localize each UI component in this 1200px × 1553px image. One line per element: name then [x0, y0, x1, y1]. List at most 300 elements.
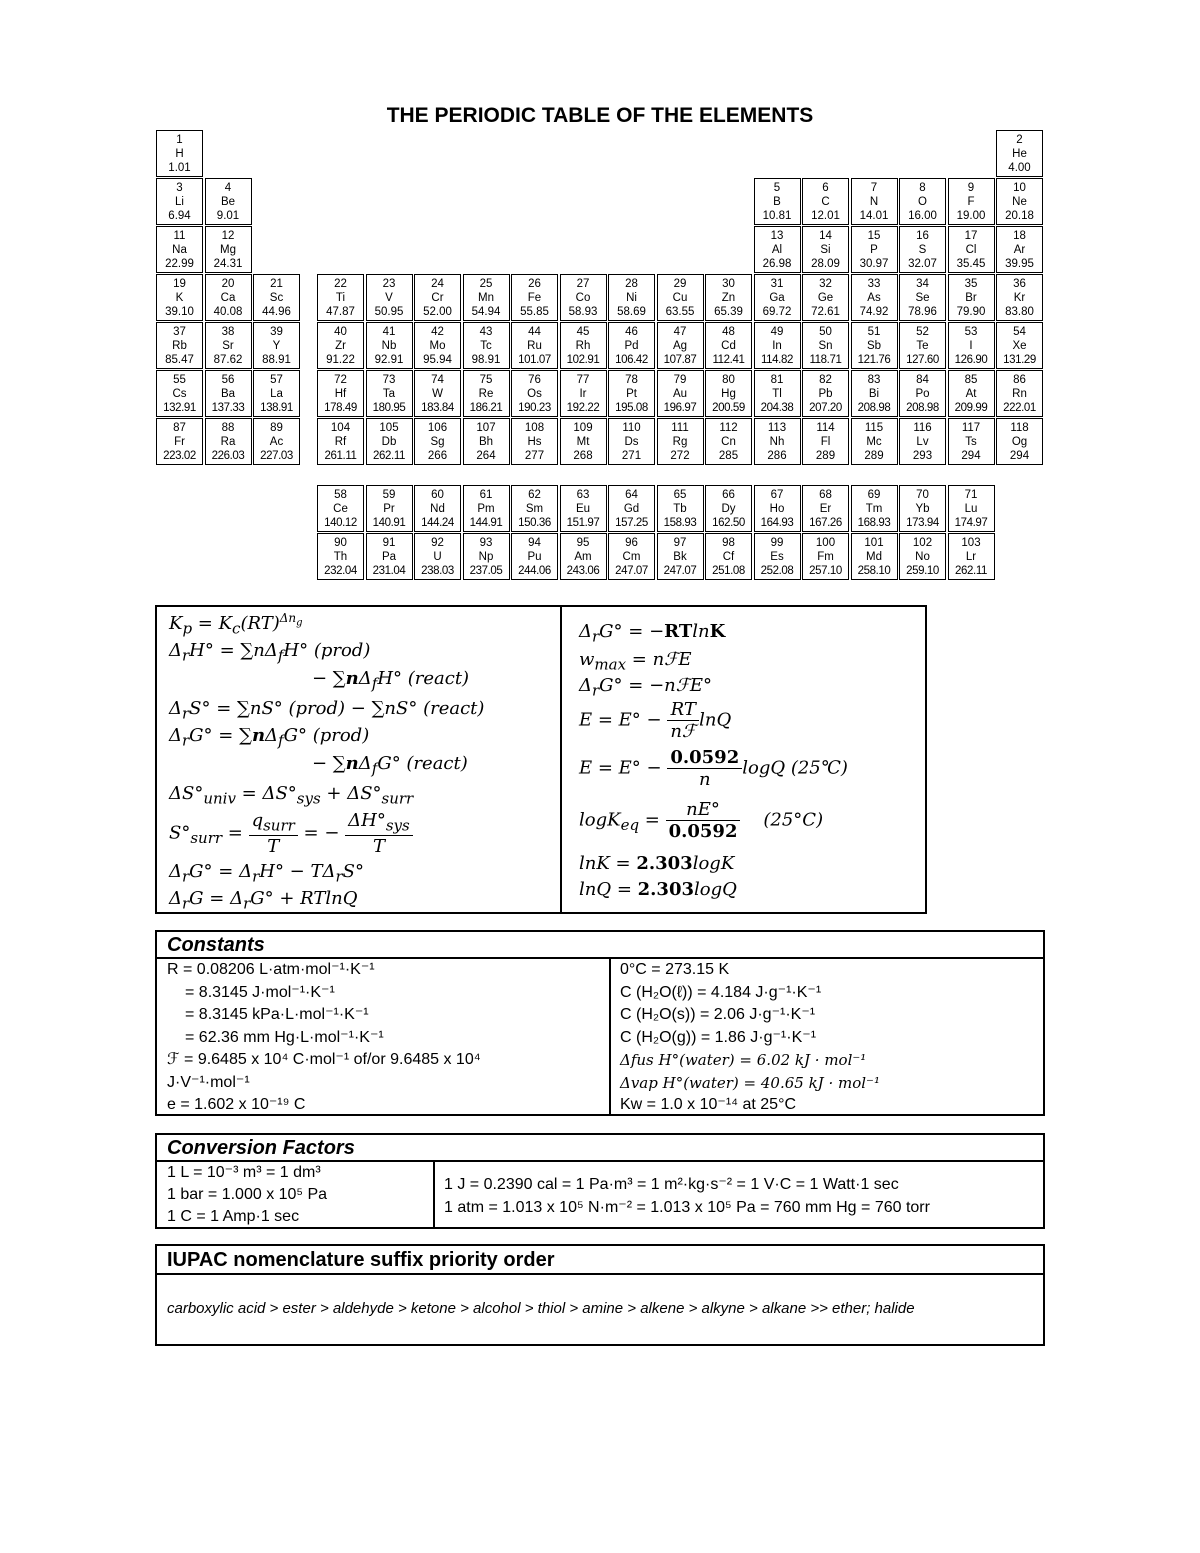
- atomic-number: 109: [573, 422, 593, 434]
- element-symbol: Ge: [817, 292, 834, 304]
- atomic-number: 118: [1010, 422, 1029, 434]
- element-symbol: Ta: [382, 388, 396, 400]
- atomic-mass: 186.21: [469, 402, 503, 414]
- element-symbol: K: [175, 292, 184, 304]
- atomic-mass: 98.91: [471, 354, 501, 366]
- atomic-mass: 150.36: [518, 517, 551, 529]
- element-cell-cr: [414, 274, 461, 321]
- atomic-number: 94: [528, 537, 541, 549]
- element-symbol: Pt: [626, 388, 637, 400]
- atomic-mass: 65.39: [714, 306, 743, 318]
- atomic-mass: 158.93: [663, 517, 697, 529]
- atomic-mass: 243.06: [566, 565, 600, 577]
- atomic-number: 88: [221, 422, 235, 434]
- conversion-line: 1 atm = 1.013 x 10⁵ N·m⁻² = 1.013 x 10⁵ Pa = 760 mm Hg = 760 torr: [444, 1199, 930, 1216]
- element-symbol: Cr: [431, 292, 444, 304]
- element-symbol: Pb: [818, 388, 833, 400]
- atomic-number: 65: [673, 489, 687, 501]
- atomic-number: 107: [476, 422, 496, 434]
- atomic-mass: 261.11: [324, 450, 357, 462]
- element-cell-n: [851, 178, 898, 225]
- element-cell-yb: [899, 485, 946, 532]
- iupac-header: IUPAC nomenclature suffix priority order: [157, 1246, 1043, 1275]
- atomic-mass: 174.97: [954, 517, 988, 529]
- element-symbol: Pr: [383, 503, 395, 515]
- element-cell-tb: [657, 485, 704, 532]
- atomic-mass: 294: [1009, 450, 1030, 462]
- atomic-number: 2: [1016, 134, 1023, 146]
- element-cell-mn: [463, 274, 510, 321]
- atomic-number: 23: [382, 278, 396, 290]
- element-symbol: C: [821, 196, 830, 208]
- atomic-number: 108: [524, 422, 545, 434]
- element-cell-b: [754, 178, 801, 225]
- atomic-mass: 126.90: [954, 354, 988, 366]
- atomic-number: 12: [221, 230, 235, 242]
- element-symbol: Bh: [478, 436, 494, 448]
- atomic-number: 116: [913, 422, 932, 434]
- element-cell-mo: [414, 322, 461, 369]
- atomic-number: 27: [576, 278, 590, 290]
- atomic-number: 49: [770, 326, 784, 338]
- atomic-mass: 262.11: [373, 450, 405, 462]
- element-cell-at: [948, 370, 995, 417]
- element-symbol: Pa: [381, 551, 397, 563]
- element-symbol: Nd: [430, 503, 445, 515]
- element-symbol: Xe: [1012, 340, 1027, 352]
- element-symbol: Fl: [820, 436, 831, 448]
- element-cell-np: [463, 533, 510, 580]
- conversion-line: 1 J = 0.2390 cal = 1 Pa·m³ = 1 m²·kg·s⁻² = 1 V·C = 1 Watt·1 sec: [444, 1176, 899, 1193]
- element-cell-xe: [996, 322, 1043, 369]
- atomic-mass: 238.03: [421, 565, 454, 577]
- atomic-mass: 207.20: [809, 402, 842, 414]
- element-symbol: I: [969, 340, 973, 352]
- atomic-mass: 144.91: [469, 517, 503, 529]
- element-symbol: Te: [916, 340, 929, 352]
- atomic-mass: 204.38: [760, 402, 794, 414]
- iupac-box: [155, 1244, 1045, 1346]
- element-symbol: Rb: [172, 340, 187, 352]
- atomic-mass: 272: [670, 450, 690, 462]
- atomic-mass: 92.91: [374, 354, 404, 366]
- atomic-number: 76: [528, 374, 541, 386]
- element-symbol: Bk: [673, 551, 687, 563]
- atomic-number: 85: [964, 374, 978, 386]
- atomic-number: 40: [334, 326, 347, 338]
- element-symbol: Lv: [916, 436, 929, 448]
- element-cell-ag: [657, 322, 704, 369]
- element-cell-rb: [156, 322, 203, 369]
- element-symbol: Rh: [575, 340, 591, 352]
- element-cell-sb: [851, 322, 898, 369]
- atomic-number: 9: [967, 182, 975, 194]
- equations-box: $K_p = K_c(RT)^{\Delta n_g}$ $\Delta_rH^\circ = \sum n\Delta_fH^\circ$ (prod) − $\sum n\Delta_fH^\circ$ (react) $\Delta_rS^\circ = \sum nS^\circ$ (prod) − ∑nS° (react) $\Delta_rG^\circ = \sum n\Delta_fG^\circ$ (prod) − $\sum n\Delta_fG^\circ$ (react) $\Delta S^\circ_{univ} = \Delta S^\circ_{sys} + \Delta S^\circ_{surr}$ $S^\circ_{surr}$ = $\frac{q_{surr}}{T}$ = − $\frac{\Delta H^\circ_{sys}}{T}$ $\Delta_rG^\circ = \Delta_rH^\circ - T\Delta_rS^\circ$ $\Delta_rG = \Delta_rG^\circ + RTlnQ$ $\Delta_rG^\circ = -RTlnK$ $w_{max}$ = nℱE $\Delta_rG^\circ$ = −nℱE° E = E° − $\frac{RT}{\text{nℱ}}$ lnQ E = E° − $\frac{0.0592}{n}$ logQ (25℃) logK$_{eq}$ = $\frac{nE^\circ}{0.0592}$ (25°C) lnK = 2.303logK lnQ = 2.303logQ: [155, 605, 927, 914]
- element-cell-w: [414, 370, 461, 417]
- element-cell-f: [948, 178, 995, 225]
- atomic-number: 106: [427, 422, 448, 434]
- element-cell-te: [899, 322, 946, 369]
- element-symbol: Mg: [220, 244, 236, 256]
- atomic-mass: 9.01: [216, 210, 240, 222]
- element-symbol: No: [915, 551, 930, 563]
- element-symbol: Cs: [172, 388, 187, 400]
- atomic-number: 33: [867, 278, 881, 290]
- element-symbol: Am: [574, 551, 592, 563]
- element-symbol: Fr: [174, 436, 185, 448]
- atomic-mass: 286: [767, 450, 787, 462]
- atomic-number: 15: [867, 230, 881, 242]
- element-symbol: N: [869, 196, 879, 208]
- atomic-mass: 237.05: [469, 565, 503, 577]
- element-symbol: Na: [172, 244, 187, 256]
- atomic-mass: 167.26: [809, 517, 842, 529]
- element-symbol: Mc: [866, 436, 882, 448]
- atomic-number: 98: [722, 537, 735, 549]
- atomic-mass: 39.95: [1005, 258, 1034, 270]
- element-cell-pb: [802, 370, 849, 417]
- conversion-line: 1 bar = 1.000 x 10⁵ Pa: [167, 1186, 328, 1203]
- atomic-number: 69: [867, 489, 881, 501]
- atomic-number: 72: [334, 374, 347, 386]
- element-cell-no: [899, 533, 946, 580]
- element-symbol: Co: [575, 292, 591, 304]
- atomic-number: 97: [673, 537, 687, 549]
- atomic-mass: 121.76: [857, 354, 891, 366]
- element-symbol: Ni: [626, 292, 637, 304]
- element-symbol: La: [270, 388, 283, 400]
- atomic-mass: 157.25: [615, 517, 648, 529]
- atomic-mass: 262.11: [955, 565, 987, 577]
- atomic-number: 53: [964, 326, 978, 338]
- atomic-mass: 127.60: [906, 354, 939, 366]
- atomic-number: 34: [916, 278, 929, 290]
- atomic-number: 78: [625, 374, 638, 386]
- element-symbol: Tm: [865, 503, 883, 515]
- conversion-header: Conversion Factors: [157, 1135, 1043, 1162]
- element-cell-rg: [657, 418, 704, 465]
- atomic-mass: 259.10: [906, 565, 939, 577]
- atomic-number: 21: [270, 278, 283, 290]
- constant-line: C (H₂O(s)) = 2.06 J·g⁻¹·K⁻¹: [620, 1006, 816, 1023]
- atomic-number: 105: [379, 422, 399, 434]
- element-cell-si: [802, 226, 849, 273]
- atomic-mass: 74.92: [859, 306, 889, 318]
- atomic-number: 111: [671, 422, 689, 434]
- atomic-mass: 132.91: [163, 402, 196, 414]
- element-cell-be: [205, 178, 252, 225]
- atomic-number: 17: [964, 230, 978, 242]
- element-cell-ho: [754, 485, 801, 532]
- element-symbol: Zr: [335, 340, 346, 352]
- atomic-number: 64: [625, 489, 638, 501]
- atomic-mass: 293: [912, 450, 933, 462]
- atomic-mass: 168.93: [857, 517, 891, 529]
- element-symbol: Br: [965, 292, 977, 304]
- atomic-number: 24: [431, 278, 444, 290]
- atomic-number: 74: [431, 374, 444, 386]
- atomic-number: 56: [221, 374, 235, 386]
- element-cell-c: [802, 178, 849, 225]
- element-cell-cf: [705, 533, 752, 580]
- atomic-number: 28: [625, 278, 638, 290]
- element-symbol: W: [432, 388, 443, 400]
- atomic-number: 113: [767, 422, 787, 434]
- element-cell-re: [463, 370, 510, 417]
- element-symbol: Zn: [721, 292, 736, 304]
- element-cell-ta: [366, 370, 413, 417]
- constants-left: [167, 959, 481, 1117]
- element-symbol: Ne: [1012, 196, 1027, 208]
- atomic-mass: 247.07: [663, 565, 697, 577]
- element-cell-zr: [317, 322, 364, 369]
- element-symbol: Ti: [335, 292, 346, 304]
- element-symbol: S: [918, 244, 927, 256]
- conversion-box: [155, 1133, 1045, 1229]
- element-cell-ti: [317, 274, 364, 321]
- atomic-mass: 52.00: [423, 306, 452, 318]
- atomic-mass: 114.82: [761, 354, 793, 366]
- atomic-number: 51: [867, 326, 881, 338]
- atomic-mass: 138.91: [260, 402, 293, 414]
- atomic-mass: 200.59: [712, 402, 745, 414]
- element-symbol: F: [967, 196, 975, 208]
- element-cell-mc: [851, 418, 898, 465]
- element-symbol: Ar: [1013, 244, 1026, 256]
- atomic-mass: 137.33: [211, 402, 245, 414]
- atomic-mass: 208.98: [857, 402, 891, 414]
- atomic-mass: 190.23: [518, 402, 551, 414]
- element-cell-o: [899, 178, 946, 225]
- element-symbol: Mo: [429, 340, 446, 352]
- atomic-number: 48: [722, 326, 735, 338]
- element-cell-v: [366, 274, 413, 321]
- atomic-mass: 173.94: [906, 517, 939, 529]
- conversion-line: 1 C = 1 Amp·1 sec: [167, 1208, 300, 1225]
- atomic-mass: 87.62: [213, 354, 243, 366]
- atomic-number: 18: [1013, 230, 1026, 242]
- element-cell-es: [754, 533, 801, 580]
- element-cell-ds: [608, 418, 655, 465]
- atomic-number: 41: [382, 326, 396, 338]
- atomic-number: 1: [176, 134, 183, 146]
- atomic-number: 70: [916, 489, 929, 501]
- element-cell-hs: [511, 418, 558, 465]
- element-symbol: Sr: [222, 340, 234, 352]
- element-symbol: Tb: [673, 503, 687, 515]
- element-cell-db: [366, 418, 413, 465]
- element-symbol: Fe: [527, 292, 542, 304]
- element-symbol: Th: [333, 551, 348, 563]
- atomic-mass: 247.07: [615, 565, 648, 577]
- atomic-mass: 266: [427, 450, 448, 462]
- element-symbol: Db: [381, 436, 397, 448]
- element-symbol: Si: [820, 244, 831, 256]
- conversion-line: 1 L = 10⁻³ m³ = 1 dm³: [167, 1164, 321, 1181]
- element-cell-cu: [657, 274, 704, 321]
- atomic-mass: 22.99: [165, 258, 194, 270]
- atomic-mass: 151.97: [566, 517, 600, 529]
- element-symbol: Hs: [527, 436, 542, 448]
- atomic-number: 59: [382, 489, 396, 501]
- element-symbol: Cd: [721, 340, 736, 352]
- element-cell-mg: [205, 226, 252, 273]
- element-cell-bh: [463, 418, 510, 465]
- atomic-mass: 54.94: [471, 306, 501, 318]
- element-symbol: Al: [771, 244, 783, 256]
- element-cell-pa: [366, 533, 413, 580]
- element-symbol: Pd: [624, 340, 639, 352]
- atomic-number: 57: [270, 374, 283, 386]
- element-cell-i: [948, 322, 995, 369]
- element-symbol: Hf: [334, 388, 347, 400]
- atomic-mass: 112.41: [712, 354, 745, 366]
- element-cell-pr: [366, 485, 413, 532]
- element-symbol: H: [175, 148, 184, 160]
- atomic-mass: 24.31: [213, 258, 243, 270]
- iupac-text: carboxylic acid > ester > aldehyde > ketone > alcohol > thiol > amine > alkene > alkyne > alkane >> ether; halide: [167, 1300, 915, 1317]
- element-cell-ar: [996, 226, 1043, 273]
- atomic-number: 60: [431, 489, 444, 501]
- element-cell-cm: [608, 533, 655, 580]
- atomic-mass: 209.99: [954, 402, 988, 414]
- atomic-mass: 268: [573, 450, 593, 462]
- element-cell-pd: [608, 322, 655, 369]
- element-cell-pt: [608, 370, 655, 417]
- element-cell-am: [560, 533, 607, 580]
- element-cell-eu: [560, 485, 607, 532]
- atomic-number: 25: [479, 278, 493, 290]
- atomic-number: 103: [961, 537, 981, 549]
- element-cell-ba: [205, 370, 252, 417]
- element-cell-kr: [996, 274, 1043, 321]
- element-cell-nb: [366, 322, 413, 369]
- atomic-mass: 12.01: [811, 210, 840, 222]
- element-symbol: As: [867, 292, 881, 304]
- element-symbol: Eu: [575, 503, 591, 515]
- element-cell-fl: [802, 418, 849, 465]
- constant-line: C (H₂O(ℓ)) = 4.184 J·g⁻¹·K⁻¹: [620, 983, 822, 1001]
- element-symbol: Np: [478, 551, 494, 563]
- atomic-number: 13: [770, 230, 784, 242]
- atomic-number: 46: [625, 326, 638, 338]
- atomic-number: 32: [819, 278, 832, 290]
- element-cell-na: [156, 226, 203, 273]
- constants-box: [155, 930, 1045, 1116]
- atomic-mass: 195.08: [615, 402, 648, 414]
- atomic-mass: 118.71: [809, 354, 842, 366]
- element-cell-br: [948, 274, 995, 321]
- element-symbol: Mt: [576, 436, 590, 448]
- atomic-number: 44: [528, 326, 541, 338]
- atomic-number: 50: [819, 326, 832, 338]
- element-symbol: B: [773, 196, 781, 208]
- atomic-number: 101: [864, 537, 884, 549]
- element-symbol: Ts: [965, 436, 977, 448]
- conversion-right: [444, 1173, 930, 1219]
- element-symbol: Rg: [672, 436, 688, 448]
- element-symbol: Cl: [965, 244, 977, 256]
- element-cell-cn: [705, 418, 752, 465]
- element-symbol: Ru: [527, 340, 542, 352]
- element-symbol: U: [433, 551, 442, 563]
- element-cell-cl: [948, 226, 995, 273]
- element-symbol: Sc: [269, 292, 284, 304]
- element-cell-al: [754, 226, 801, 273]
- atomic-number: 52: [916, 326, 929, 338]
- atomic-number: 71: [964, 489, 978, 501]
- atomic-mass: 223.02: [163, 450, 196, 462]
- atomic-mass: 72.61: [811, 306, 840, 318]
- element-symbol: Bi: [868, 388, 880, 400]
- atomic-mass: 231.04: [372, 565, 406, 577]
- element-symbol: Gd: [623, 503, 640, 515]
- constant-line: Δfus H°(water) = 6.02 kJ · mol⁻¹: [620, 1051, 867, 1069]
- element-symbol: Nb: [381, 340, 397, 352]
- atomic-number: 79: [673, 374, 687, 386]
- atomic-number: 39: [270, 326, 283, 338]
- element-cell-in: [754, 322, 801, 369]
- atomic-number: 86: [1013, 374, 1026, 386]
- atomic-number: 36: [1013, 278, 1026, 290]
- atomic-number: 73: [382, 374, 396, 386]
- atomic-mass: 258.10: [857, 565, 891, 577]
- element-cell-ca: [205, 274, 252, 321]
- constants-header: Constants: [157, 932, 1043, 959]
- element-symbol: In: [772, 340, 782, 352]
- atomic-mass: 26.98: [762, 258, 792, 270]
- atomic-number: 3: [176, 182, 183, 194]
- atomic-number: 8: [919, 182, 926, 194]
- atomic-mass: 294: [961, 450, 981, 462]
- atomic-mass: 28.09: [811, 258, 840, 270]
- atomic-mass: 32.07: [908, 258, 937, 270]
- constant-line: = 8.3145 J·mol⁻¹·K⁻¹: [185, 983, 335, 1001]
- constant-line: e = 1.602 x 10⁻¹⁹ C: [167, 1096, 306, 1113]
- constant-line: C (H₂O(g)) = 1.86 J·g⁻¹·K⁻¹: [620, 1028, 817, 1046]
- element-symbol: Ag: [672, 340, 688, 352]
- atomic-mass: 44.96: [262, 306, 291, 318]
- atomic-mass: 164.93: [760, 517, 794, 529]
- atomic-mass: 196.97: [663, 402, 697, 414]
- element-cell-s: [899, 226, 946, 273]
- element-symbol: P: [870, 244, 878, 256]
- atomic-mass: 91.22: [326, 354, 355, 366]
- atomic-number: 99: [770, 537, 784, 549]
- constants-right: [620, 959, 880, 1117]
- element-cell-au: [657, 370, 704, 417]
- atomic-number: 58: [334, 489, 347, 501]
- atomic-mass: 222.01: [1003, 402, 1036, 414]
- element-symbol: Ba: [220, 388, 236, 400]
- element-cell-y: [253, 322, 300, 369]
- element-cell-lr: [948, 533, 995, 580]
- atomic-mass: 232.04: [324, 565, 357, 577]
- element-cell-u: [414, 533, 461, 580]
- atomic-number: 4: [224, 182, 232, 194]
- element-symbol: Re: [478, 388, 494, 400]
- element-symbol: Y: [272, 340, 281, 352]
- element-symbol: Sg: [430, 436, 445, 448]
- element-cell-cd: [705, 322, 752, 369]
- atomic-mass: 58.93: [568, 306, 598, 318]
- atomic-number: 38: [221, 326, 235, 338]
- element-cell-sn: [802, 322, 849, 369]
- element-cell-og: [996, 418, 1043, 465]
- atomic-mass: 63.55: [665, 306, 695, 318]
- element-symbol: Li: [175, 196, 184, 208]
- element-symbol: Cf: [722, 551, 735, 563]
